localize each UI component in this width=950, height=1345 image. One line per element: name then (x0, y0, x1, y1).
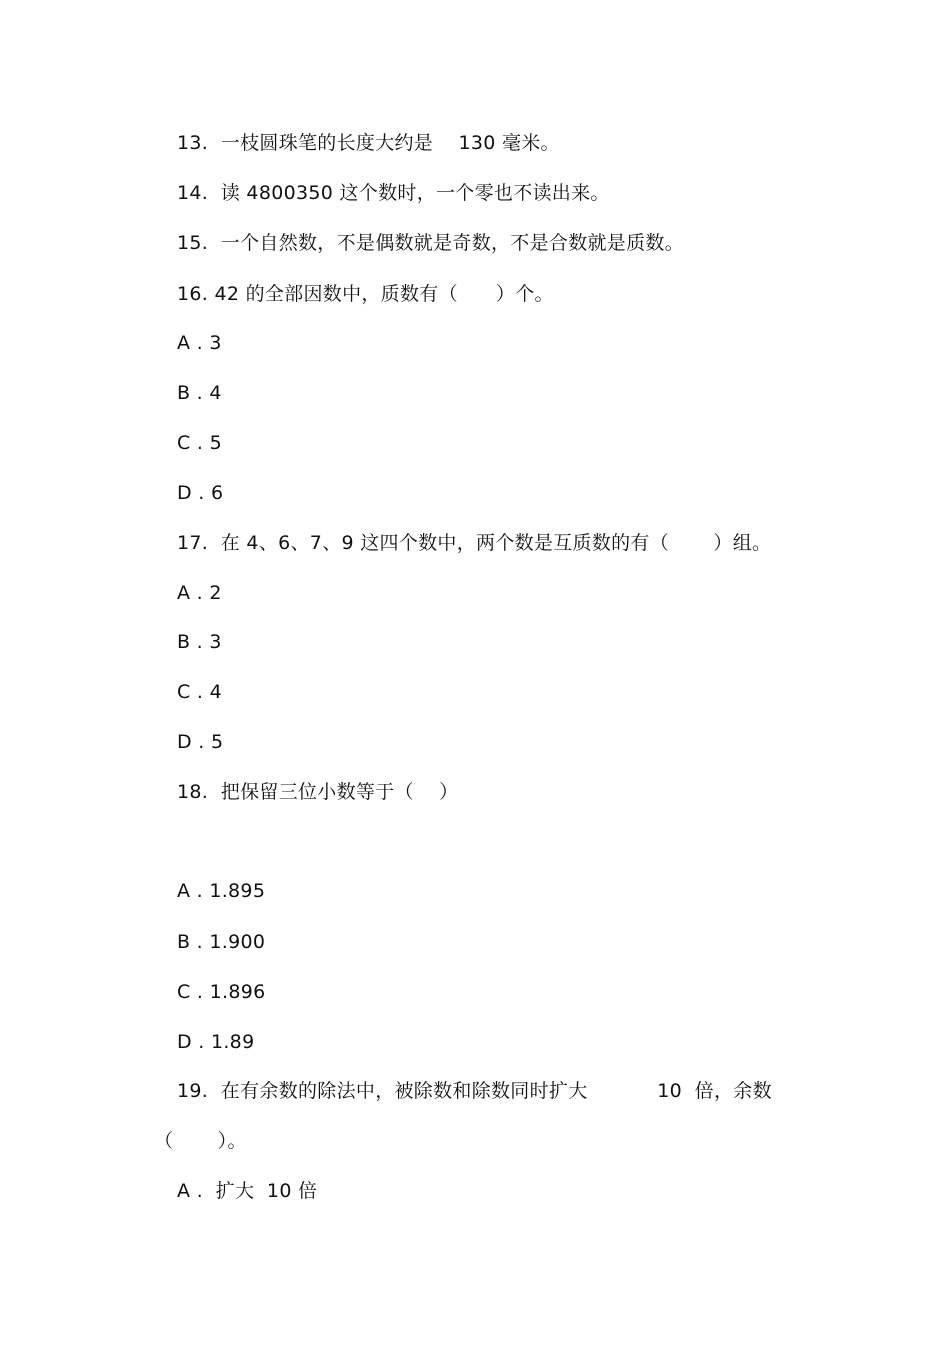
question-16-option-a: A . 3 (177, 332, 222, 354)
question-19-option-a: A . 扩大 10 倍 (177, 1180, 318, 1202)
question-18-option-a: A . 1.895 (177, 880, 266, 902)
question-19-stem-continued: （ ）。 (154, 1130, 247, 1152)
question-17-option-c: C . 4 (177, 681, 222, 703)
question-14: 14. 读 4800350 这个数时，一个零也不读出来。 (177, 182, 610, 204)
question-18-option-d: D . 1.89 (177, 1031, 255, 1053)
question-13: 13. 一枝圆珠笔的长度大约是 130 毫米。 (177, 132, 560, 154)
question-16-option-d: D . 6 (177, 482, 224, 504)
question-15: 15. 一个自然数，不是偶数就是奇数，不是合数就是质数。 (177, 232, 684, 254)
question-16-option-c: C . 5 (177, 432, 222, 454)
question-18-option-b: B . 1.900 (177, 931, 266, 953)
question-17-option-b: B . 3 (177, 631, 222, 653)
question-17-stem: 17. 在 4、6、7、9 这四个数中，两个数是互质数的有（ ）组。 (177, 532, 772, 554)
question-17-option-d: D . 5 (177, 731, 224, 753)
question-16-option-b: B . 4 (177, 382, 222, 404)
question-18-stem: 18. 把保留三位小数等于（ ） (177, 781, 459, 803)
question-16-stem: 16. 42 的全部因数中，质数有（ ）个。 (177, 283, 554, 305)
question-19-stem: 19. 在有余数的除法中，被除数和除数同时扩大 10 倍，余数 (177, 1080, 772, 1102)
question-17-option-a: A . 2 (177, 582, 222, 604)
question-18-option-c: C . 1.896 (177, 981, 266, 1003)
